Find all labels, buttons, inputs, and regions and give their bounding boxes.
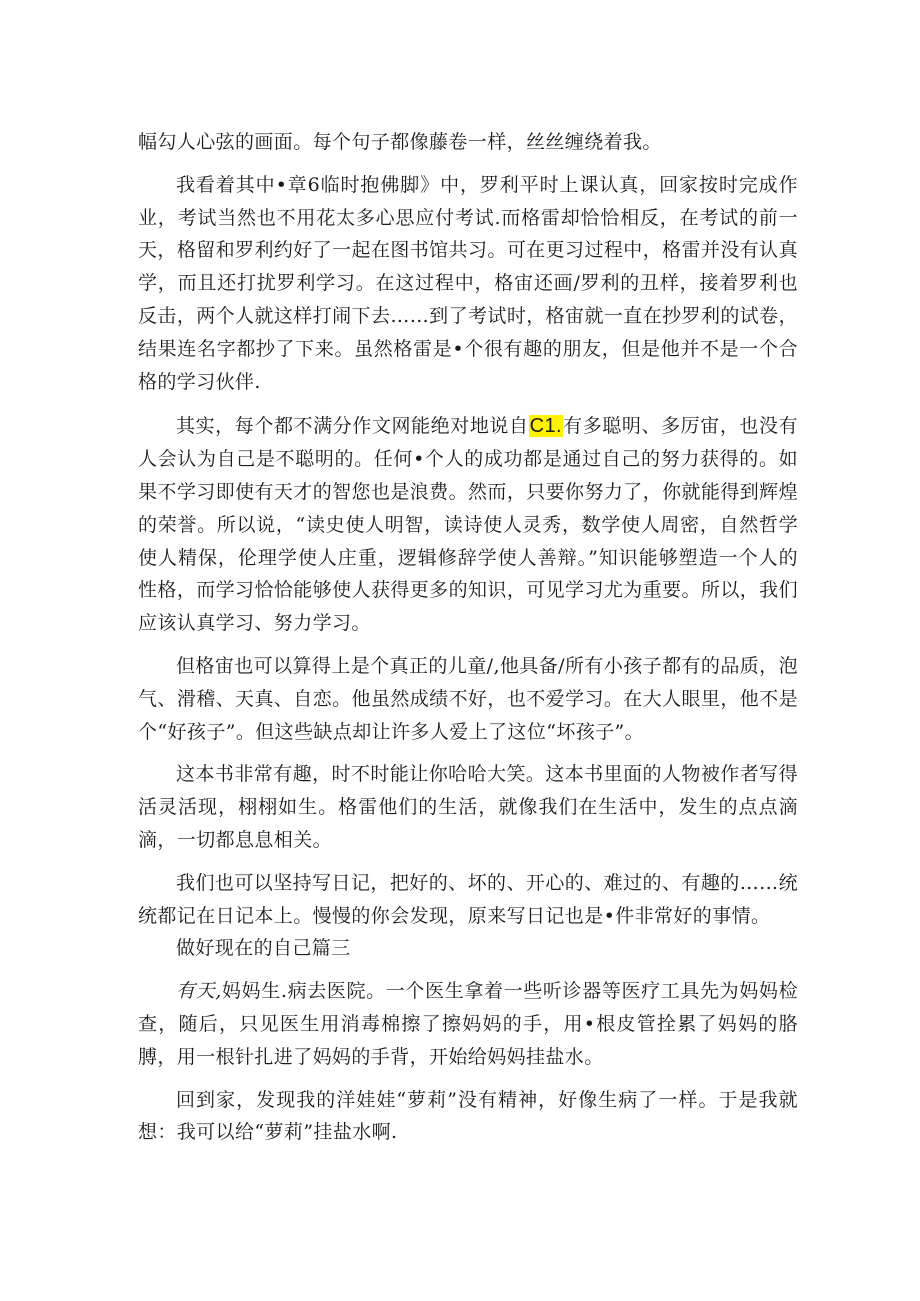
- paragraph-0: 幅勾人心弦的画面。每个句子都像藤卷一样，丝丝缠绕着我。: [138, 131, 662, 153]
- paragraph-5: 我们也可以坚持写日记，把好的、坏的、开心的、难过的、有趣的……统统都记在日记本上。慢慢的你会发现，原来写日记也是•件非常好的事情。: [138, 871, 798, 927]
- paragraph-1: 我看着其中•章6临时抱佛脚》中，罗利平时上课认真，回家按时完成作业，考试当然也不用花太多心思应付考试.而格雷却恰恰相反，在考试的前一天，格留和罗利约好了一起在图书馆共习。可在更习过程中，格雷并没有认真学，而且还打扰罗利学习。在这过程中，格宙还画/罗利的丑样，接着罗利也反击，两个人就这样打闹下去……到了考试时，格宙就一直在抄罗利的试卷，结果连名字都抄了下来。虽然格雷是•个很有趣的朋友，但是他并不是一个合格的学习伙伴.: [138, 173, 798, 393]
- highlighted-text: C1.: [529, 415, 562, 438]
- paragraph-4: 这本书非常有趣，时不时能让你哈哈大笑。这本书里面的人物被作者写得活灵活现，栩栩如生。格雷他们的生活，就像我们在生活中，发生的点点滴滴，一切都息息相关。: [138, 763, 798, 851]
- section-heading: 做好现在的自己篇三: [176, 937, 351, 960]
- paragraph-6-text: 妈妈生.病去医院。一个医生拿着一些听诊器等医疗工具先为妈妈检查，随后，只见医生用消毒棉擦了擦妈妈的手，用•根皮管拴累了妈妈的胳膊，用一根针扎进了妈妈的手背，开始给妈妈挂盐水。: [138, 980, 798, 1068]
- paragraph-2-text-b: 有多聪明、多厉宙，也没有人会认为自己是不聪明的。任何•个人的成功都是通过自己的努力获得的。如果不学习即使有天才的智您也是浪费。然而，只要你努力了，你就能得到辉煌的荣誉。所以说，“读史使人明智，读诗使人灵秀，数学使人周密，自然哲学使人精保，伦理学使人庄重，逻辑修辞学使人善辩。”知识能够塑造一个人的性格，而学习恰恰能够使人获得更多的知识，可见学习尤为重要。所以，我们应该认真学习、努力学习。: [138, 415, 799, 635]
- paragraph-2-text-a: 其实，每个都不满分作文网能绝对地说自: [176, 415, 529, 438]
- paragraph-7: 回到家，发现我的洋娃娃“萝莉”没有精神，好像生病了一样。于是我就想：我可以给“萝莉”挂盐水啊.: [138, 1088, 798, 1144]
- paragraph-6-italic: 有天,: [176, 980, 222, 1003]
- paragraph-6: [138, 975, 798, 1073]
- paragraph-3: 但格宙也可以算得上是个真正的儿童/,他具备/所有小孩子都有的品质，泡气、滑稽、天真、自恋。他虽然成绩不好，也不爱学习。在大人眼里，他不是个“好孩子”。但这些缺点却让许多人爱上了这位“坏孩子”。: [138, 654, 798, 743]
- paragraph-2: [138, 410, 798, 640]
- document-page: [138, 126, 798, 1149]
